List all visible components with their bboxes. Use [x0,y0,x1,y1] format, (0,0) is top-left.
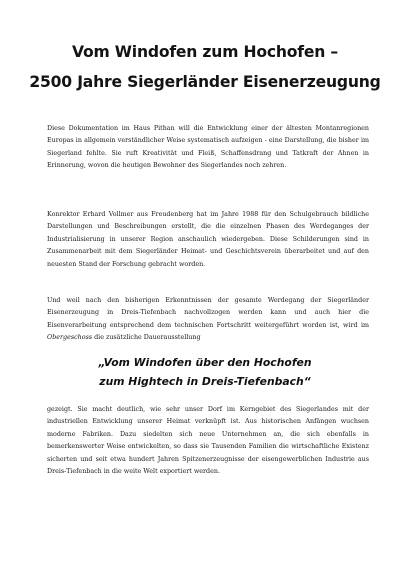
document-title-line-2: 2500 Jahre Siegerländer Eisenerzeugung [29,73,381,91]
paragraph-vollmer: Konrektor Erhard Vollmer aus Freudenberg hat im Jahre 1988 für den Schulgebrauch bildliche Darstellungen und Beschreibungen erstellt, die die einzelnen Phasen des Werdeganges der Industrialisierung in unserer Region anschaulich wiedergeben. Diese Schilderungen sind in Zusammenarbeit mit dem Siegerländer Heimat- und Geschichtsverein überarbeitet und auf den neuesten Stand der Forschung gebracht worden. [47,211,369,268]
paragraph-exhibition-text-1: Und weil nach den bisherigen Erkenntnissen der gesamte Werdegang der Siegerländer Eisenerzeugung in Dreis-Tiefenbach nachvollzogen werden kann und auch hier die Eisenverarbeitung entsprechend dem technischen Fortschritt weitergeführt worden ist, wird im [47,297,369,329]
exhibition-title-line-1: „Vom Windofen über den Hochofen [98,356,312,369]
document-title-line-1: Vom Windofen zum Hochofen – [72,43,338,61]
paragraph-conclusion: gezeigt. Sie macht deutlich, wie sehr unser Dorf im Kerngebiet des Siegerlandes mit der industriellen Entwicklung unserer Heimat verknüpft ist. Aus historischen Anfängen wuchsen moderne Fabriken. Dazu siedelten sich neue Unternehmen an, die sich ebenfalls in bemerkenswerter Weise entwickelten, so dass sie Tausenden Familien die wirtschaftliche Existenz sicherten und seit etwa hundert Jahren Spitzenerzeugnisse der eisengewerblichen Industrie aus Dreis-Tiefenbach in die weite Welt exportiert werden. [47,406,369,476]
paragraph-exhibition-emphasis: Obergeschoss [47,334,93,342]
paragraph-introduction: Diese Dokumentation im Haus Pithan will die Entwicklung einer der ältesten Montanregionen Europas in allgemein verständlicher Weise systematisch aufzeigen - eine Darstellung, die bisher im Siegerland fehlte. Sie ruft Kreativität und Fleiß, Schaffensdrang und Tatkraft der Ahnen in Erinnerung, wovon die heutigen Bewohner des Siegerlandes noch zehren. [47,125,369,170]
paragraph-exhibition [47,295,369,345]
exhibition-title-line-2: zum Hightech in Dreis-Tiefenbach“ [99,375,311,388]
paragraph-exhibition-text-2: die zusätzliche Dauerausstellung [92,334,201,342]
